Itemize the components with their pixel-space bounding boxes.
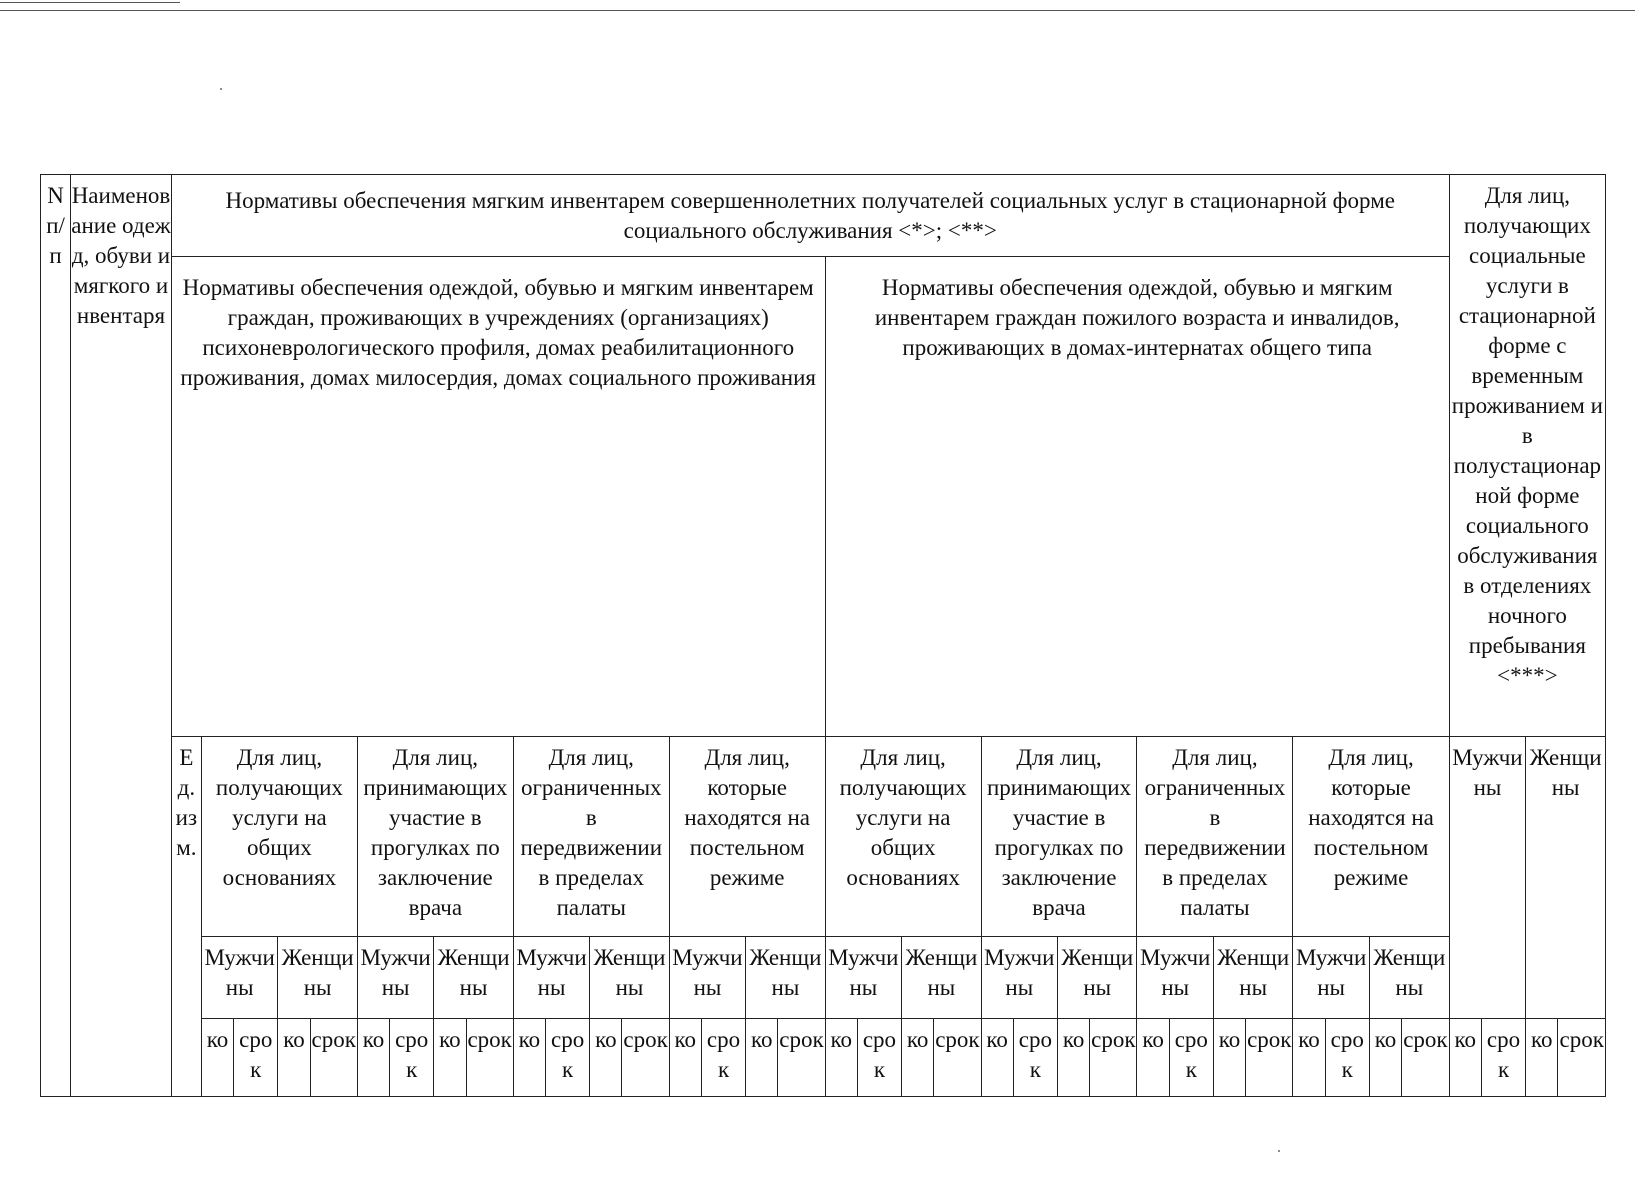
header-quantity: ко [357,1019,389,1097]
header-sub-general-basis: Для лиц, получающих услуги на общих основаниях [825,737,981,937]
header-men: Мужчины [1449,737,1525,1019]
header-quantity: ко [1369,1019,1401,1097]
header-term: срок [310,1019,357,1097]
header-item-name: Наименование одежд, обуви и мягкого инвентаря [71,175,172,1097]
header-term: срок [622,1019,669,1097]
header-term: срок [1246,1019,1293,1097]
header-quantity: ко [669,1019,701,1097]
header-quantity: ко [1449,1019,1481,1097]
header-men: Мужчины [825,937,901,1019]
header-quantity: ко [1058,1019,1090,1097]
header-men: Мужчины [981,937,1057,1019]
header-term: срок [701,1019,745,1097]
header-term: срок [1090,1019,1137,1097]
header-term: срок [1481,1019,1525,1097]
quantity-term-row [41,1019,1606,1097]
header-women: Женщины [1058,937,1137,1019]
header-men: Мужчины [1137,937,1213,1019]
header-quantity: ко [1526,1019,1558,1097]
header-women: Женщины [434,937,513,1019]
header-women: Женщины [746,937,825,1019]
header-main-norms: Нормативы обеспечения мягким инвентарем совершеннолетних получателей социальных услуг в стационарной форме социального обслуживания <*>; <**> [171,175,1449,257]
header-men: Мужчины [513,937,589,1019]
header-row-number: N п/п [41,175,71,1097]
header-quantity: ко [1213,1019,1245,1097]
header-term: срок [857,1019,901,1097]
header-quantity: ко [201,1019,233,1097]
header-sub-limited-movement: Для лиц, ограниченных в передвижении в пределах палаты [513,737,669,937]
header-women: Женщины [590,937,669,1019]
header-unit: Ед. изм. [171,737,201,1097]
header-term: срок [778,1019,825,1097]
header-term: срок [234,1019,278,1097]
header-sub-walks: Для лиц, принимающих участие в прогулках по заключение врача [357,737,513,937]
header-men: Мужчины [669,937,745,1019]
header-women: Женщины [278,937,357,1019]
header-sub-bed-rest: Для лиц, которые находятся на постельном режиме [1293,737,1449,937]
header-term: срок [390,1019,434,1097]
header-group-psychoneurological: Нормативы обеспечения одеждой, обувью и мягким инвентарем граждан, проживающих в учреждениях (организациях) психоневрологического профиля, домах реабилитационного проживания, домах милосердия, домах социального проживания [171,257,825,737]
header-temporary-residence: Для лиц, получающих социальные услуги в стационарной форме с временным проживанием и в полустационарной форме социального обслуживания в отделениях ночного пребывания <***> [1449,175,1605,737]
header-quantity: ко [590,1019,622,1097]
header-term: срок [1169,1019,1213,1097]
header-quantity: ко [746,1019,778,1097]
header-women: Женщины [1369,937,1449,1019]
header-term: срок [1325,1019,1369,1097]
header-term: срок [1013,1019,1057,1097]
header-women: Женщины [902,937,981,1019]
header-term: срок [1402,1019,1450,1097]
header-quantity: ко [825,1019,857,1097]
header-quantity: ко [1293,1019,1325,1097]
scan-edge-line-top [0,10,1635,11]
header-men: Мужчины [201,937,277,1019]
header-men: Мужчины [357,937,433,1019]
header-term: срок [545,1019,589,1097]
header-quantity: ко [1137,1019,1169,1097]
header-term: срок [1558,1019,1606,1097]
header-quantity: ко [434,1019,466,1097]
header-group-general-type: Нормативы обеспечения одеждой, обувью и мягким инвентарем граждан пожилого возраста и инвалидов, проживающих в домах-интернатах общего типа [825,257,1449,737]
header-sub-limited-movement: Для лиц, ограниченных в передвижении в пределах палаты [1137,737,1293,937]
header-sub-walks: Для лиц, принимающих участие в прогулках по заключение врача [981,737,1137,937]
header-men: Мужчины [1293,937,1369,1019]
scan-edge-line-top-left [0,2,180,3]
scan-speck [1278,1150,1280,1152]
norms-table [40,174,1606,1097]
header-quantity: ко [981,1019,1013,1097]
header-quantity: ко [278,1019,310,1097]
header-quantity: ко [902,1019,934,1097]
header-sub-bed-rest: Для лиц, которые находятся на постельном режиме [669,737,825,937]
header-term: срок [466,1019,513,1097]
header-term: срок [934,1019,981,1097]
header-quantity: ко [513,1019,545,1097]
header-women: Женщины [1213,937,1292,1019]
scan-speck [220,88,222,90]
header-women: Женщины [1526,737,1606,1019]
header-sub-general-basis: Для лиц, получающих услуги на общих основаниях [201,737,357,937]
